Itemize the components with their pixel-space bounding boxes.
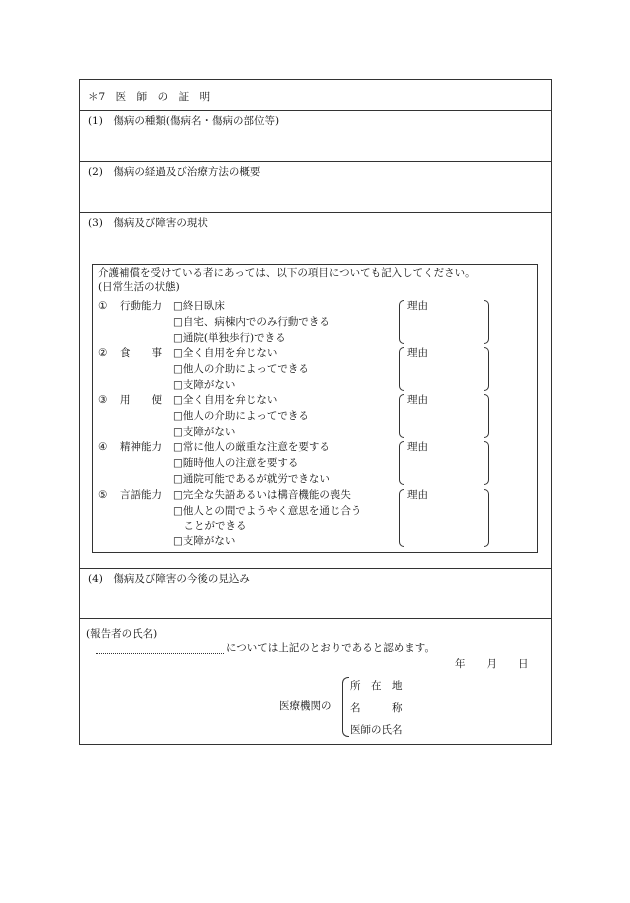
item-2-option-3[interactable]: □支障がない xyxy=(173,379,236,391)
reporter-label: (報告者の氏名) xyxy=(86,628,158,640)
reason-bracket-left xyxy=(399,489,404,547)
divider xyxy=(80,110,551,111)
reason-bracket-right xyxy=(484,394,489,438)
institution-name-label: 名 称 xyxy=(350,702,403,714)
reason-bracket-right xyxy=(484,489,489,547)
item-5-option-2[interactable]: □他人との間でようやく意思を通じ合う xyxy=(173,505,362,517)
section-4-label: (4) 傷病及び障害の今後の見込み xyxy=(88,573,250,585)
item-3-option-2[interactable]: □他人の介助によってできる xyxy=(173,410,309,422)
reason-bracket-right xyxy=(484,347,489,391)
divider xyxy=(80,568,551,569)
doctor-name-label: 医師の氏名 xyxy=(350,724,403,736)
item-3-number: ③ xyxy=(98,394,108,406)
institution-label: 医療機関の xyxy=(279,700,332,712)
care-subtitle: (日常生活の状態) xyxy=(98,281,180,293)
item-1-option-3[interactable]: □通院(単独歩行)できる xyxy=(173,332,286,344)
item-1-reason-label: 理由 xyxy=(407,300,428,312)
reporter-statement: については上記のとおりであると認めます。 xyxy=(226,642,435,654)
care-intro: 介護補償を受けている者にあっては、以下の項目についても記入してください。 xyxy=(98,267,476,279)
reason-bracket-right xyxy=(484,300,489,344)
item-1-number: ① xyxy=(98,300,108,312)
reason-bracket-right xyxy=(484,441,489,485)
item-5-reason-label: 理由 xyxy=(407,489,428,501)
item-3-reason-label: 理由 xyxy=(407,394,428,406)
item-4-option-1[interactable]: □常に他人の厳重な注意を要する xyxy=(173,441,330,453)
item-5-option-3[interactable]: □支障がない xyxy=(173,535,236,547)
item-3-option-3[interactable]: □支障がない xyxy=(173,426,236,438)
item-4-number: ④ xyxy=(98,441,108,453)
reporter-name-line[interactable] xyxy=(96,653,224,654)
item-1-label: 行動能力 xyxy=(120,300,162,312)
item-4-reason-label: 理由 xyxy=(407,441,428,453)
reason-bracket-left xyxy=(399,347,404,391)
item-1-option-2[interactable]: □自宅、病棟内でのみ行動できる xyxy=(173,316,330,328)
section-3-label: (3) 傷病及び障害の現状 xyxy=(88,217,208,229)
care-status-box xyxy=(92,264,538,553)
item-5-option-2-cont: ことができる xyxy=(173,520,247,532)
item-5-label: 言語能力 xyxy=(120,489,162,501)
item-4-option-3[interactable]: □通院可能であるが就労できない xyxy=(173,473,330,485)
item-2-option-2[interactable]: □他人の介助によってできる xyxy=(173,363,309,375)
item-3-option-1[interactable]: □全く自用を弁じない xyxy=(173,394,278,406)
item-4-label: 精神能力 xyxy=(120,441,162,453)
section-1-label: (1) 傷病の種類(傷病名・傷病の部位等) xyxy=(88,115,280,127)
item-5-number: ⑤ xyxy=(98,489,108,501)
reason-bracket-left xyxy=(399,300,404,344)
section-2-label: (2) 傷病の経過及び治療方法の概要 xyxy=(88,166,261,178)
item-2-label: 食 事 xyxy=(120,347,162,359)
date-label: 年 月 日 xyxy=(455,658,529,670)
item-2-number: ② xyxy=(98,347,108,359)
reason-bracket-left xyxy=(399,441,404,485)
institution-brace xyxy=(342,677,349,737)
reason-bracket-left xyxy=(399,394,404,438)
institution-address-label: 所 在 地 xyxy=(350,680,403,692)
item-5-option-1[interactable]: □完全な失語あるいは構音機能の喪失 xyxy=(173,489,351,501)
item-2-reason-label: 理由 xyxy=(407,347,428,359)
divider xyxy=(80,212,551,213)
item-1-option-1[interactable]: □終日臥床 xyxy=(173,300,225,312)
section-title: ＊7 医 師 の 証 明 xyxy=(88,91,211,103)
item-2-option-1[interactable]: □全く自用を弁じない xyxy=(173,347,278,359)
certificate-frame xyxy=(79,79,552,745)
item-3-label: 用 便 xyxy=(120,394,162,406)
divider xyxy=(80,618,551,619)
divider xyxy=(80,161,551,162)
item-4-option-2[interactable]: □随時他人の注意を要する xyxy=(173,457,299,469)
